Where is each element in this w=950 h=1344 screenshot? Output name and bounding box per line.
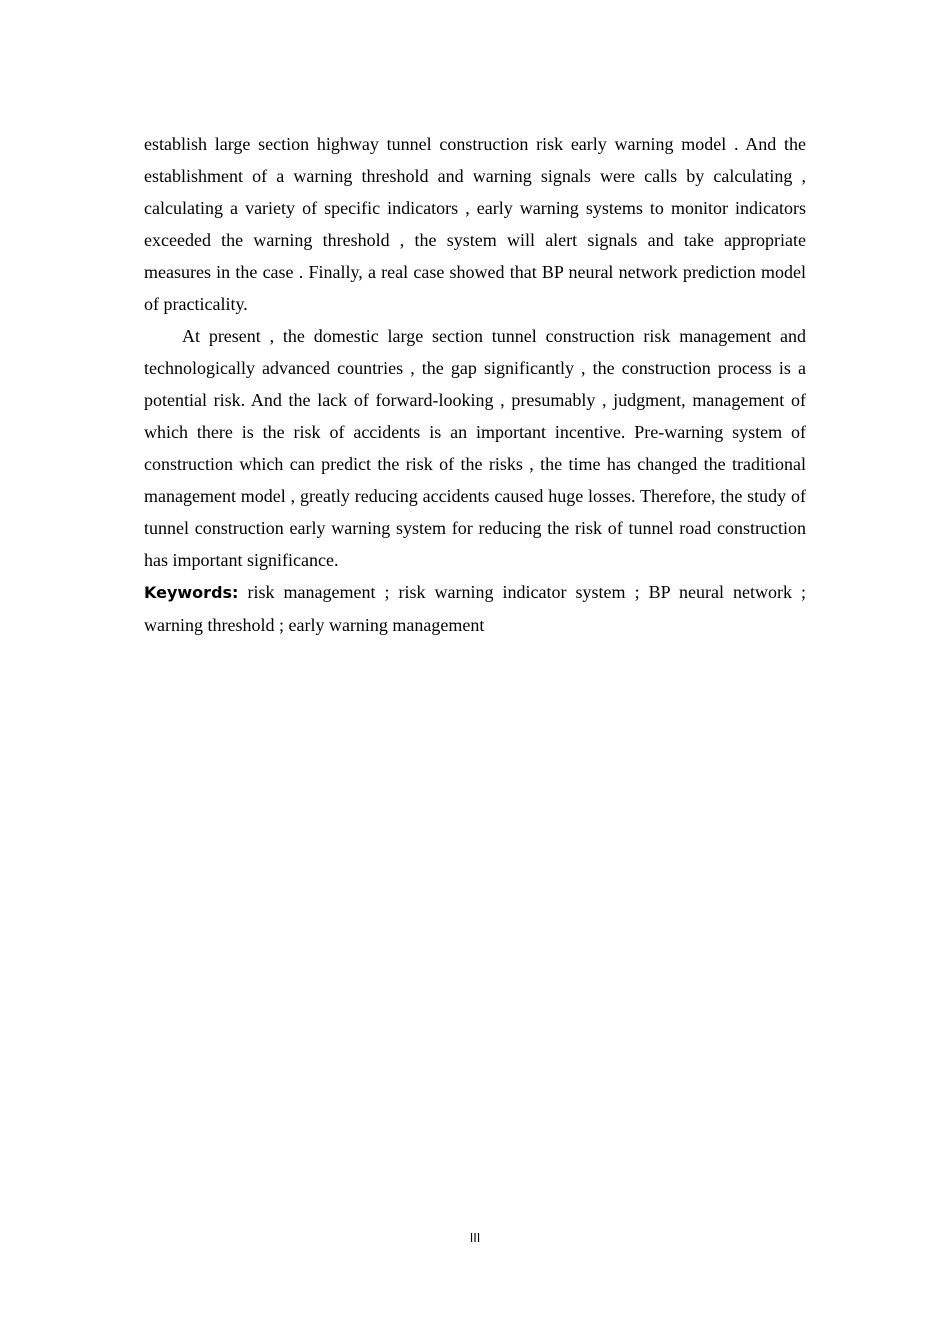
keywords-label: Keywords: — [144, 583, 239, 602]
keywords-line — [144, 576, 806, 641]
abstract-paragraph-continued: establish large section highway tunnel construction risk early warning model . And the establishment of a warning threshold and warning signals were calls by calculating , calculating a variety of specific indicators , early warning systems to monitor indicators exceeded the warning threshold , the system will alert signals and take appropriate measures in the case . Finally, a real case showed that BP neural network prediction model of practicality. — [144, 134, 806, 314]
abstract-paragraph: At present , the domestic large section tunnel construction risk management and technologically advanced countries , the gap significantly , the construction process is a potential risk. And the lack of forward-looking , presumably , judgment, management of which there is the risk of accidents is an important incentive. Pre-warning system of construction which can predict the risk of the risks , the time has changed the traditional management model , greatly reducing accidents caused huge losses. Therefore, the study of tunnel construction early warning system for reducing the risk of tunnel road construction has important significance. — [144, 326, 806, 570]
abstract-body — [144, 128, 806, 641]
keywords-text: risk management ; risk warning indicator system ; BP neural network ; warning threshold ; early warning management — [144, 582, 806, 635]
page-number: III — [469, 1231, 481, 1245]
